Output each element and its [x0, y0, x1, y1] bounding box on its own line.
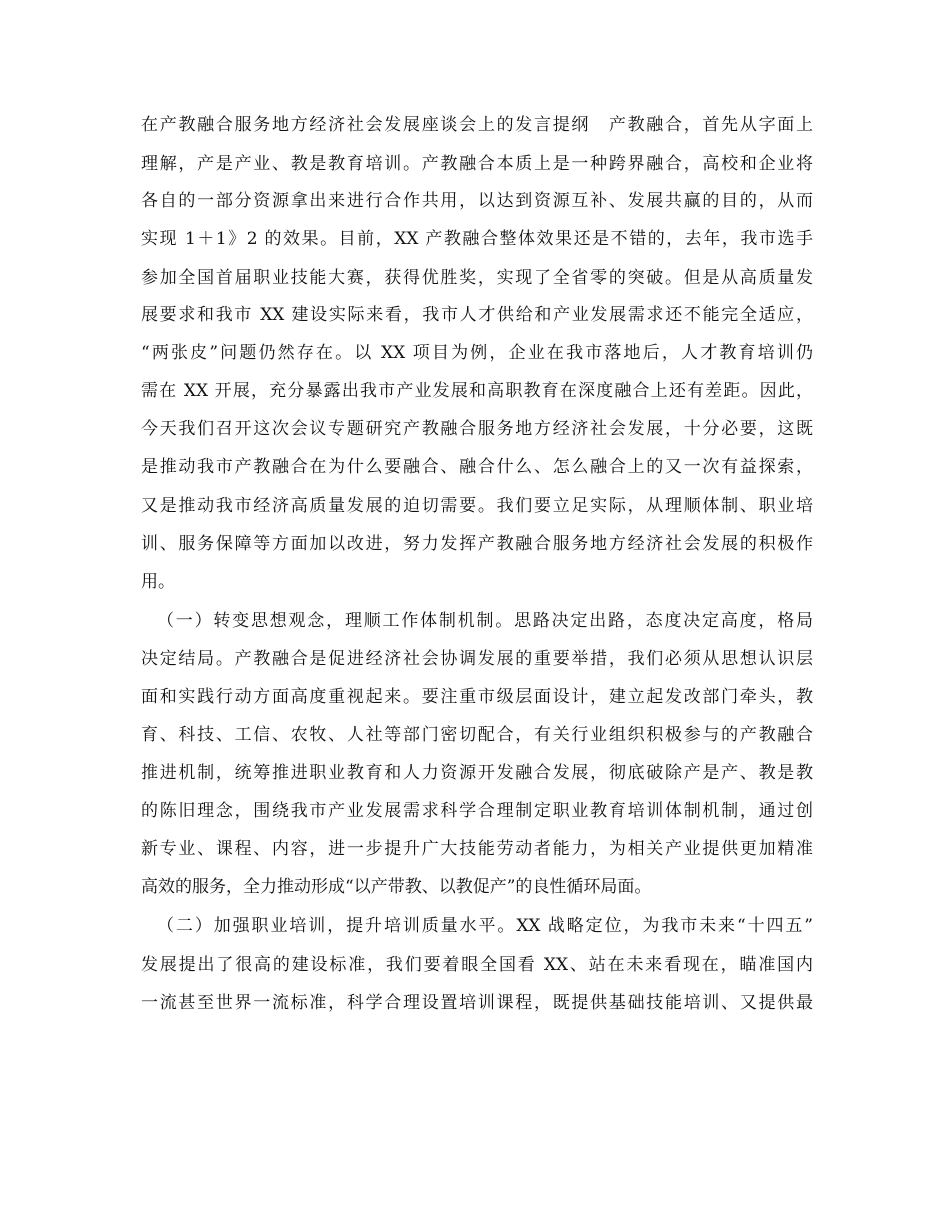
text-line: 用。	[141, 572, 175, 592]
text-line: （二）加强职业培训，提升培训质量水平。XX 战略定位，为我市未来“十四五”	[157, 916, 813, 936]
text-line: 理解，产是产业、教是教育培训。产教融合本质上是一种跨界融合，高校和企业将	[141, 154, 813, 174]
text-line: （一）转变思想观念，理顺工作体制机制。思路决定出路，态度决定高度，格局	[157, 611, 813, 631]
text-line: 是推动我市产教融合在为什么要融合、融合什么、怎么融合上的又一次有益探索，	[141, 457, 813, 477]
text-line: 决定结局。产教融合是促进经济社会协调发展的重要举措，我们必须从思想认识层	[141, 649, 813, 669]
text-line: 又是推动我市经济高质量发展的迫切需要。我们要立足实际，从理顺体制、职业培	[141, 496, 813, 516]
text-line: 展要求和我市 XX 建设实际来看，我市人才供给和产业发展需求还不能完全适应，	[141, 305, 813, 325]
text-line: 推进机制，统筹推进职业教育和人力资源开发融合发展，彻底破除产是产、教是教	[141, 763, 813, 783]
text-line: 新专业、课程、内容，进一步提升广大技能劳动者能力，为相关产业提供更加精准	[141, 839, 813, 859]
text-line: 的陈旧理念，围绕我市产业发展需求科学合理制定职业教育培训体制机制，通过创	[141, 801, 813, 821]
text-line: 发展提出了很高的建设标准，我们要着眼全国看 XX、站在未来看现在，瞄准国内	[141, 955, 813, 975]
text-line: 面和实践行动方面高度重视起来。要注重市级层面设计，建立起发改部门牵头，教	[141, 687, 813, 707]
text-line: 在产教融合服务地方经济社会发展座谈会上的发言提纲 产教融合，首先从字面上	[141, 115, 813, 135]
text-line: 一流甚至世界一流标准，科学合理设置培训课程，既提供基础技能培训、又提供最	[141, 993, 813, 1013]
text-line: 高效的服务，全力推动形成“以产带教、以教促产”的良性循环局面。	[141, 877, 652, 897]
text-line: 育、科技、工信、农牧、人社等部门密切配合，有关行业组织积极参与的产教融合	[141, 725, 813, 745]
text-line: 需在 XX 开展，充分暴露出我市产业发展和高职教育在深度融合上还有差距。因此，	[141, 381, 813, 401]
text-line: 实现 1＋1》2 的效果。目前，XX 产教融合整体效果还是不错的，去年，我市选手	[141, 229, 813, 249]
text-line: 各自的一部分资源拿出来进行合作共用，以达到资源互补、发展共赢的目的，从而	[141, 191, 813, 211]
text-line: 训、服务保障等方面加以改进，努力发挥产教融合服务地方经济社会发展的积极作	[141, 534, 813, 554]
text-line: 参加全国首届职业技能大赛，获得优胜奖，实现了全省零的突破。但是从高质量发	[141, 268, 813, 288]
text-line: 今天我们召开这次会议专题研究产教融合服务地方经济社会发展，十分必要，这既	[141, 419, 813, 439]
text-line: “两张皮”问题仍然存在。以 XX 项目为例，企业在我市落地后，人才教育培训仍	[141, 343, 813, 363]
